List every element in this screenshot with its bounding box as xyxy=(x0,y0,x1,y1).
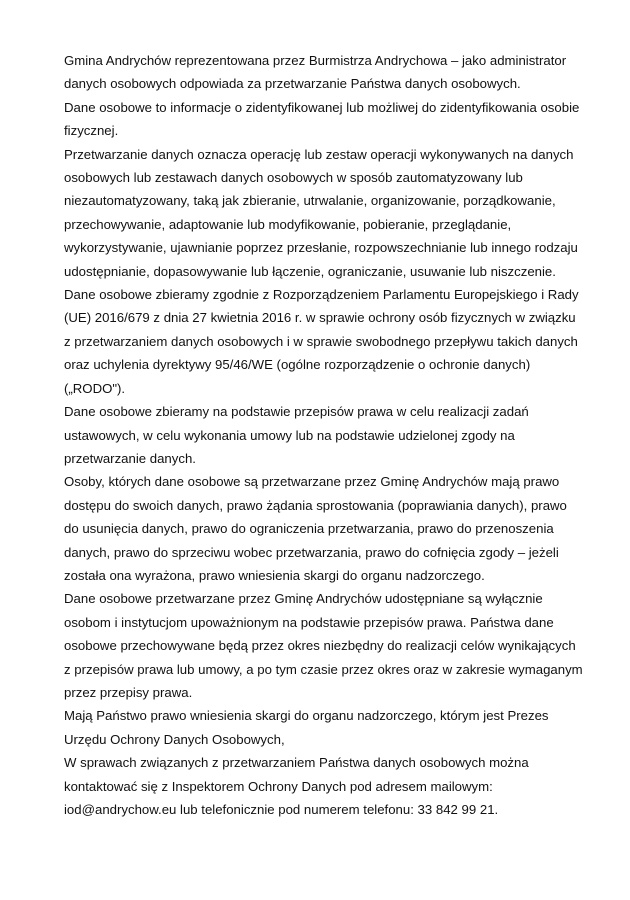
text-line: Urzędu Ochrony Danych Osobowych, xyxy=(64,731,285,747)
text-line: udostępnianie, dopasowywanie lub łączenie, ograniczanie, usuwanie lub niszczenie. xyxy=(64,263,556,279)
text-line: iod@andrychow.eu lub telefonicznie pod numerem telefonu: 33 842 99 21. xyxy=(64,802,499,817)
text-line: Dane osobowe przetwarzane przez Gminę Andrychów udostępniane są wyłącznie xyxy=(64,591,543,607)
text-line: ustawowych, w celu wykonania umowy lub na podstawie udzielonej zgody na xyxy=(64,427,515,443)
text-line: przetwarzanie danych. xyxy=(64,450,196,466)
text-line: („RODO"). xyxy=(64,380,126,396)
text-line: przechowywanie, adaptowanie lub modyfikowanie, pobieranie, przeglądanie, xyxy=(64,216,512,232)
text-line: Mają Państwo prawo wniesienia skargi do organu nadzorczego, którym jest Prezes xyxy=(64,708,549,724)
text-line: osobowe przechowywane będą przez okres niezbędny do realizacji celów wynikających xyxy=(64,638,576,654)
text-line: Osoby, których dane osobowe są przetwarzane przez Gminę Andrychów mają prawo xyxy=(64,474,560,490)
text-line: została ona wyrażona, prawo wniesienia skargi do organu nadzorczego. xyxy=(64,567,485,583)
text-line: oraz uchylenia dyrektywy 95/46/WE (ogólne rozporządzenie o ochronie danych) xyxy=(64,357,531,373)
text-line: dostępu do swoich danych, prawo żądania sprostowania (poprawiania danych), prawo xyxy=(64,497,567,513)
text-line: przez przepisy prawa. xyxy=(64,684,193,700)
text-line: z przetwarzaniem danych osobowych i w sprawie swobodnego przepływu takich danych xyxy=(64,333,578,349)
text-line: Dane osobowe zbieramy na podstawie przepisów prawa w celu realizacji zadań xyxy=(64,404,529,420)
text-line: niezautomatyzowany, taką jak zbieranie, utrwalanie, organizowanie, porządkowanie, xyxy=(64,193,556,209)
text-line: danych, prawo do sprzeciwu wobec przetwarzania, prawo do cofnięcia zgody – jeżeli xyxy=(64,544,559,560)
text-line: osobowych lub zestawach danych osobowych w sposób zautomatyzowany lub xyxy=(64,170,523,186)
text-line: osobom i instytucjom upoważnionym na podstawie przepisów prawa. Państwa dane xyxy=(64,614,554,630)
text-line: Dane osobowe zbieramy zgodnie z Rozporządzeniem Parlamentu Europejskiego i Rady xyxy=(64,287,579,303)
text-line: wykorzystywanie, ujawnianie poprzez przesłanie, rozpowszechnianie lub innego rodzaju xyxy=(64,240,578,256)
text-line: kontaktować się z Inspektorem Ochrony Danych pod adresem mailowym: xyxy=(64,778,493,794)
text-line: do usunięcia danych, prawo do ograniczenia przetwarzania, prawo do przenoszenia xyxy=(64,521,554,537)
text-line: danych osobowych odpowiada za przetwarzanie Państwa danych osobowych. xyxy=(64,76,521,92)
document-body xyxy=(64,49,612,821)
text-line: Gmina Andrychów reprezentowana przez Burmistrza Andrychowa – jako administrator xyxy=(64,53,567,68)
text-line: z przepisów prawa lub umowy, a po tym czasie przez okres oraz w zakresie wymaganym xyxy=(64,661,583,677)
text-line: fizycznej. xyxy=(64,123,119,139)
text-line: Przetwarzanie danych oznacza operację lub zestaw operacji wykonywanych na danych xyxy=(64,146,574,162)
text-line: W sprawach związanych z przetwarzaniem Państwa danych osobowych można xyxy=(64,755,529,771)
text-line: (UE) 2016/679 z dnia 27 kwietnia 2016 r. w sprawie ochrony osób fizycznych w związku xyxy=(64,310,576,326)
text-line: Dane osobowe to informacje o zidentyfikowanej lub możliwej do zidentyfikowania osobie xyxy=(64,99,580,115)
